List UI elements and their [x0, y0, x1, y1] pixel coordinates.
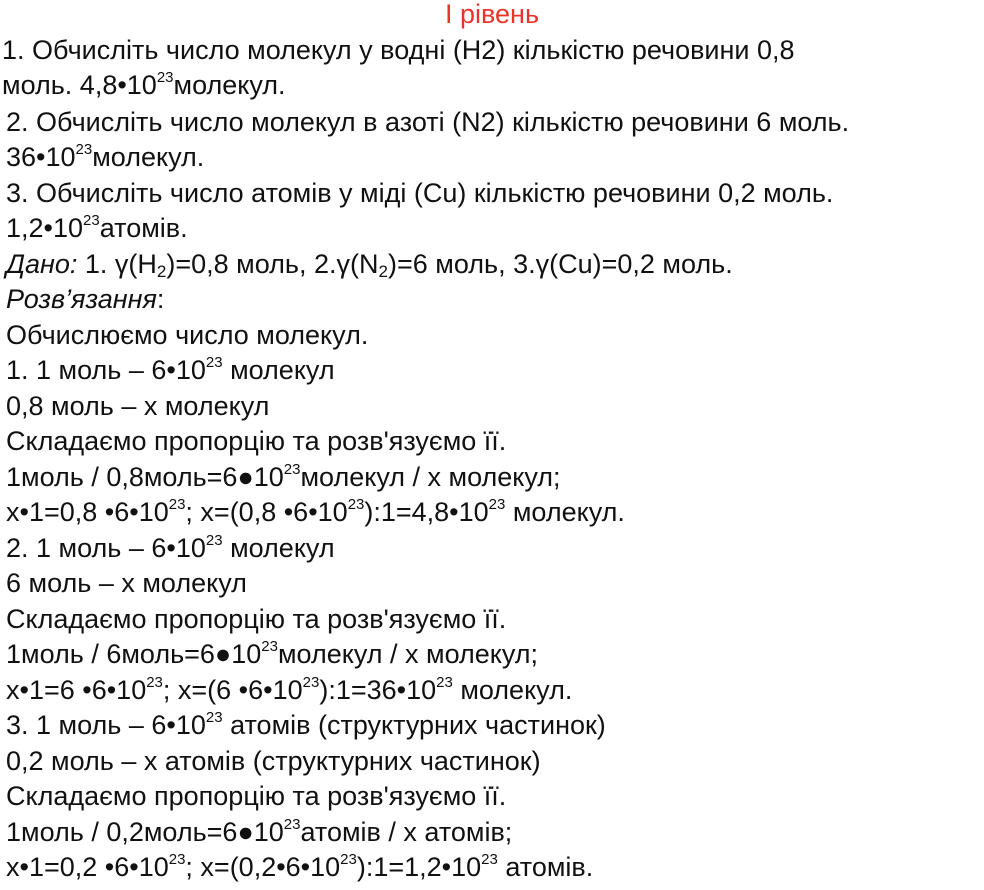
- s3-line-4: 1моль / $0,2моль=6●10^{23}атомів / х$ атомів;: [6, 816, 513, 847]
- problem-2-answer: $36•10^{23}молекул$.: [6, 141, 205, 172]
- s1-line-4: 1моль / $0,8моль=6●10^{23}молекул / х$ молекул;: [6, 461, 561, 492]
- problem-3-text: 3. Обчисліть число атомів у міді (Cu) кількістю речовини 0,2 моль.: [6, 178, 834, 208]
- s2-line-1: 2. 1 моль – $6•10^{23}$ молекул: [6, 532, 335, 563]
- s3-line-2: 0,2 моль – х атомів (структурних частинок): [6, 746, 541, 776]
- s2-line-4: 1моль / $6моль=6●10^{23}молекул / х$ молекул;: [6, 638, 539, 669]
- s3-line-1: 3. 1 моль – $6•10^{23}$ атомів (структурних частинок): [6, 709, 606, 740]
- s2-line-5: х•1=6 $•6•10^{23}$; х=(6 $•6•10^{23}):1=36•10^{23}$ молекул.: [6, 674, 573, 705]
- problem-1-answer: моль. $4,8•10^{23}молекул$.: [2, 69, 286, 100]
- s3-line-5: х•1=0,2 $•6•10^{23}$; $х=(0,2•6•10^{23}):1=1,2•10^{23}$ атомів.: [6, 851, 594, 882]
- s1-line-1: 1. 1 моль – $6•10^{23}$ молекул: [6, 354, 335, 385]
- s1-line-3: Складаємо пропорцію та розв'язуємо її.: [6, 426, 507, 456]
- s2-line-2: 6 моль – х молекул: [6, 568, 247, 598]
- page-title: І рівень: [444, 0, 540, 29]
- problem-3-answer: $1,2•10^{23}атомів$.: [6, 212, 188, 243]
- problem-2-text: 2. Обчисліть число молекул в азоті (N2) кількістю речовини 6 моль.: [6, 107, 850, 137]
- given-line: Дано: 1. $\gamma(H_2)=0,8$ моль, $2.\gamma(N_2)=6$ моль, 3.γ(Cu)=0,2 моль.: [6, 249, 733, 281]
- problem-1-text: 1. Обчисліть число молекул у водні (Н2) кількістю речовини 0,8: [2, 35, 795, 65]
- calc-intro: Обчислюємо число молекул.: [6, 320, 369, 350]
- s3-line-3: Складаємо пропорцію та розв'язуємо її.: [6, 781, 507, 811]
- s1-line-2: 0,8 моль – х молекул: [6, 391, 270, 421]
- s1-line-5: х•1=0,8 $•6•10^{23}$; х=(0,8 $•6•10^{23}):1=4,8•10^{23}$ молекул.: [6, 496, 625, 527]
- s2-line-3: Складаємо пропорцію та розв'язуємо її.: [6, 604, 507, 634]
- solution-label: Розв’язання:: [6, 284, 165, 314]
